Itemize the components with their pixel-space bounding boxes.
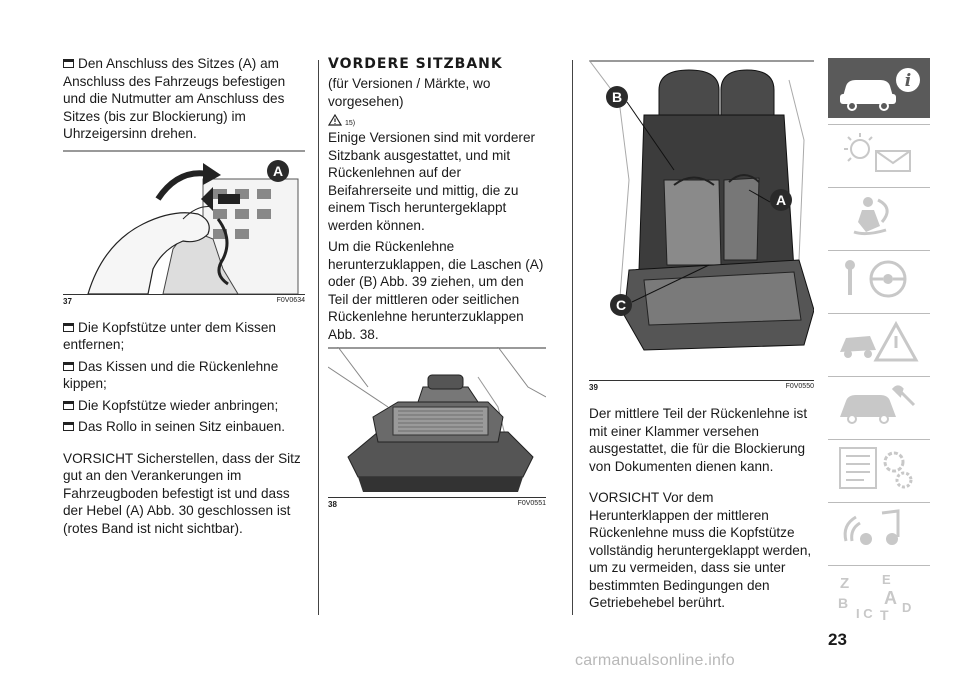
bench-seat-illustration <box>589 60 814 380</box>
satnav-music-icon <box>836 507 922 555</box>
tab-lights-messages[interactable] <box>828 124 930 181</box>
warning-reference <box>328 114 546 127</box>
middle-column <box>328 55 546 522</box>
step-1: Die Kopfstütze unter dem Kissen entfernen; <box>63 319 276 352</box>
svg-text:T: T <box>880 607 889 622</box>
left-column <box>63 55 305 541</box>
figure-39-caption <box>589 381 814 395</box>
callout-a-label: A <box>775 192 787 208</box>
tab-starting-driving[interactable] <box>828 250 930 307</box>
bench-description: Einige Versionen sind mit vorderer Sitzbank ausgestattet, und mit Rückenlehnen auf der Beifahrerseite und mittig, die zu einem Tisch heruntergeklappt werden können. <box>328 130 536 233</box>
figure-code: F0V0550 <box>785 383 814 390</box>
caution-text: VORSICHT Sicherstellen, dass der Sitz gut an den Verankerungen im Fahrzeugboden befestigt ist und dass der Hebel (A) Abb. 30 geschlossen ist (rotes Band ist nicht sichtbar). <box>63 450 301 536</box>
clip-description: Der mittlere Teil der Rückenlehne ist mit einer Klammer versehen ausgestattet, die für die Blockierung von Dokumenten dienen kann. <box>589 406 808 474</box>
caution-text: VORSICHT Vor dem Herunterklappen der mittleren Rückenlehne muss die Kopfstütze vollständig heruntergeklappt werden, um zu vermeiden, dass sie unter bestimmten Bedingungen den Getriebehebel berührt. <box>589 490 812 610</box>
tab-index[interactable] <box>828 565 930 622</box>
svg-text:Z: Z <box>840 575 850 592</box>
page-number: 23 <box>828 630 847 649</box>
bench-instructions: Um die Rückenlehne herunterzuklappen, die Laschen (A) oder (B) Abb. 39 ziehen, um den Teil der mittleren oder seitlichen Rückenlehne herunterzuklappen Abb. 38. <box>328 239 544 342</box>
figure-code: F0V0551 <box>517 500 546 507</box>
tab-maintenance[interactable] <box>828 376 930 433</box>
warning-ref-number: 15) <box>345 120 356 127</box>
figure-number: 38 <box>328 500 337 509</box>
callout-b-label: B <box>611 89 623 105</box>
figure-code: F0V0634 <box>276 296 305 304</box>
callout-c-label: C <box>615 297 627 313</box>
lights-message-icon <box>836 129 922 177</box>
right-column <box>589 60 814 616</box>
tab-safety[interactable] <box>828 187 930 244</box>
step-3: Die Kopfstütze wieder anbringen; <box>63 397 305 415</box>
figure-37-caption <box>63 295 305 309</box>
step-bullet-icon <box>63 59 74 68</box>
step-bullet-icon <box>63 362 74 371</box>
tab-technical-data[interactable] <box>828 439 930 496</box>
column-divider <box>318 60 319 615</box>
warning-triangle-icon <box>328 114 342 126</box>
watermark-text: carmanualsonline.info <box>575 652 735 669</box>
alphabet-index-icon <box>836 570 922 622</box>
section-title: VORDERE SITZBANK <box>328 56 503 72</box>
car-service-icon <box>836 381 922 429</box>
svg-text:A: A <box>884 588 897 608</box>
tab-multimedia[interactable] <box>828 502 930 559</box>
section-subtitle: (für Versionen / Märkte, wo vorgesehen) <box>328 76 491 109</box>
key-steering-icon <box>836 255 922 303</box>
figure-37 <box>63 149 305 295</box>
step-bullet-icon <box>63 323 74 332</box>
folded-backrest-table-illustration <box>328 347 546 497</box>
step-2: Das Kissen und die Rückenlehne kippen; <box>63 358 279 391</box>
svg-text:i: i <box>904 71 912 91</box>
seat-connector-illustration <box>63 149 305 294</box>
step-bullet-icon <box>63 422 74 431</box>
airbag-seat-icon <box>836 192 922 240</box>
figure-39 <box>589 60 814 381</box>
svg-text:B: B <box>838 595 849 611</box>
figure-38-caption <box>328 498 546 512</box>
column-divider <box>572 60 573 615</box>
callout-a-label: A <box>272 162 284 179</box>
figure-number: 37 <box>63 296 72 306</box>
intro-paragraph: Den Anschluss des Sitzes (A) am Anschluss des Fahrzeugs befestigen und die Nutmutter am Anschluss des Sitzes (bis zur Blockierung) im Uhrzeigersinn drehen. <box>63 56 286 141</box>
svg-text:D: D <box>902 600 912 615</box>
svg-text:I C: I C <box>856 606 873 621</box>
figure-38 <box>328 347 546 498</box>
tab-car-info[interactable] <box>828 58 930 118</box>
svg-text:E: E <box>882 572 891 587</box>
figure-number: 39 <box>589 383 598 392</box>
tab-emergency[interactable] <box>828 313 930 370</box>
checklist-gear-icon <box>836 444 922 492</box>
step-4: Das Rollo in seinen Sitz einbauen. <box>63 418 305 436</box>
step-bullet-icon <box>63 401 74 410</box>
crash-warning-icon <box>836 318 922 366</box>
chapter-tab-bar <box>828 58 930 628</box>
car-info-icon <box>836 62 922 114</box>
